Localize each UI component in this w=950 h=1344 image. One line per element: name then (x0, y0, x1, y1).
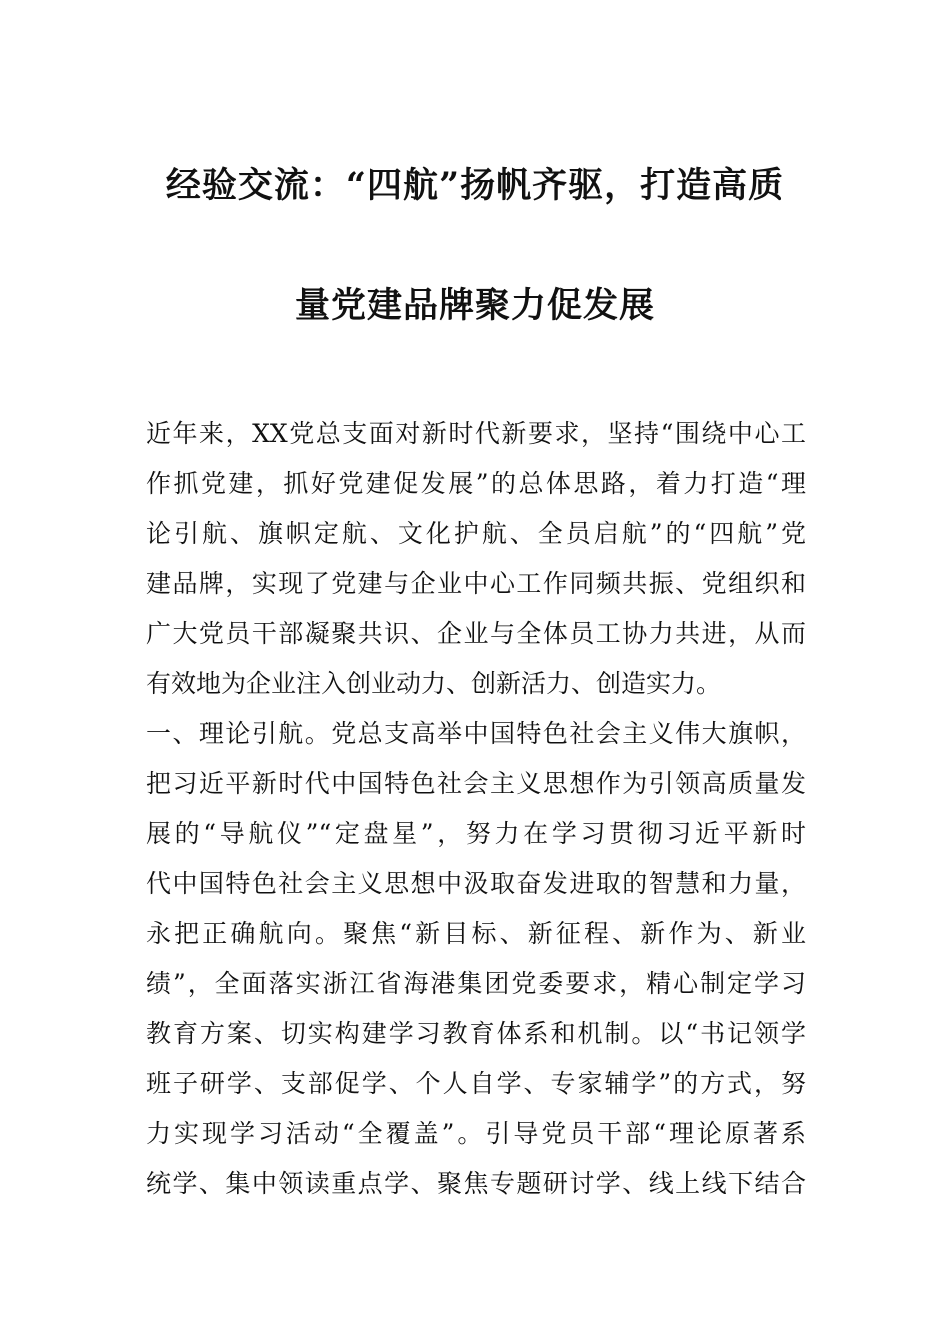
body-line: 绩”，全面落实浙江省海港集团党委要求，精心制定学习 (146, 969, 806, 998)
body-line: 统学、集中领读重点学、聚焦专题研讨学、线上线下结合 (146, 1169, 806, 1198)
body-line: 班子研学、支部促学、个人自学、专家辅学”的方式，努 (146, 1069, 806, 1098)
body-line: 力实现学习活动“全覆盖”。引导党员干部“理论原著系 (146, 1119, 806, 1148)
body-line: 广大党员干部凝聚共识、企业与全体员工协力共进，从而 (146, 619, 806, 648)
body-line: 代中国特色社会主义思想中汲取奋发进取的智慧和力量， (146, 869, 806, 898)
document-title-line-1: 经验交流：“四航”扬帆齐驱，打造高质 (165, 165, 785, 206)
body-line: 一、理论引航。党总支高举中国特色社会主义伟大旗帜， (146, 719, 806, 748)
document-body (146, 409, 806, 1209)
body-line: 近年来，XX党总支面对新时代新要求，坚持“围绕中心工 (146, 419, 806, 448)
body-line: 永把正确航向。聚焦“新目标、新征程、新作为、新业 (146, 919, 806, 948)
body-line: 建品牌，实现了党建与企业中心工作同频共振、党组织和 (146, 569, 806, 598)
body-line: 有效地为企业注入创业动力、创新活力、创造实力。 (146, 669, 722, 698)
body-line: 把习近平新时代中国特色社会主义思想作为引领高质量发 (146, 769, 806, 798)
body-line: 论引航、旗帜定航、文化护航、全员启航”的“四航”党 (146, 519, 806, 548)
document-title-line-2: 量党建品牌聚力促发展 (294, 285, 655, 326)
body-line: 教育方案、切实构建学习教育体系和机制。以“书记领学 (146, 1019, 806, 1048)
body-line: 展的“导航仪”“定盘星”，努力在学习贯彻习近平新时 (146, 819, 806, 848)
body-line: 作抓党建，抓好党建促发展”的总体思路，着力打造“理 (146, 469, 806, 498)
